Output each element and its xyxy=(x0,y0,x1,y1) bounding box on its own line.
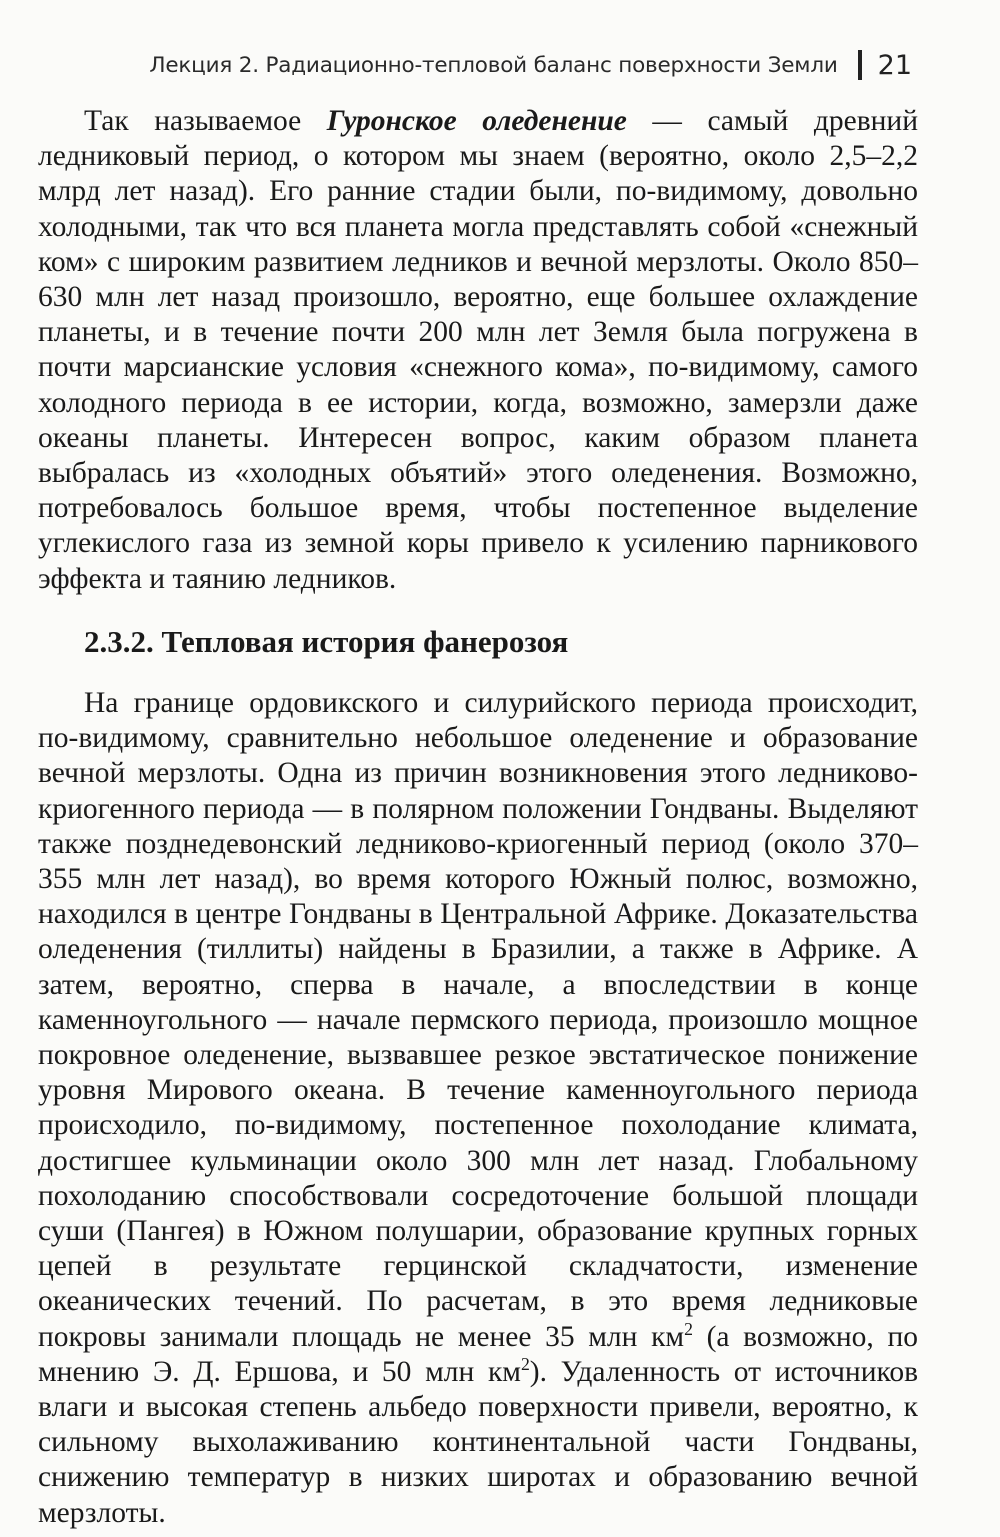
superscript-2: 2 xyxy=(520,1354,530,1375)
paragraph-phanerozoic-history xyxy=(38,686,918,1531)
paragraph-text-a: На границе ордовикского и силурийского периода происходит, по-видимому, сравнительно небольшое оледенение и образование вечной мерзлоты. Одна из причин возникновения этого ледниково-криогенного периода — в полярном положении Гондваны. Выделяют также позднедевонский ледниково-криогенный период (около 370–355 млн лет назад), во время которого Южный полюс, возможно, находился в центре Гондваны в Центральной Африке. Доказательства оледенения (тиллиты) найдены в Бразилии, а также в Африке. А затем, вероятно, сперва в начале, а впоследствии в конце каменноугольного — начале пермского периода, произошло мощное покровное оледенение, вызвавшее резкое эвстатическое понижение уровня Мирового океана. В течение каменноугольного периода происходило, по-видимому, постепенное похолодание климата, достигшее кульминации около 300 млн лет назад. Глобальному похолоданию способствовали сосредоточение большой площади суши (Пангея) в Южном полушарии, образование крупных горных цепей в результате герцинской складчатости, изменение океанических течений. По расчетам, в это время ледниковые покровы занимали площадь не менее 35 млн км xyxy=(38,687,918,1353)
paragraph-text-c: ). Удаленность от источников влаги и высокая степень альбедо поверхности привели, вероятно, к сильному выхолаживанию континентальной части Гондваны, снижению температур в низких широтах и образованию вечной мерзлоты. xyxy=(38,1355,918,1529)
term-huronian-glaciation: Гуронское оледенение xyxy=(326,105,627,137)
page-number: 21 xyxy=(877,49,912,81)
running-header xyxy=(122,40,912,90)
paragraph-text: — самый древний ледниковый период, о котором мы знаем (вероятно, около 2,5–2,2 млрд лет назад). Его ранние стадии были, по-видимому, довольно холодными, так что вся планета могла представлять собой «снежный ком» с широким развитием ледников и вечной мерзлоты. Около 850–630 млн лет назад произошло, вероятно, еще большее охлаждение планеты, и в течение почти 200 млн лет Земля была погружена в почти марсианские условия «снежного кома», по-видимому, самого холодного периода в ее истории, когда, возможно, замерзли даже океаны планеты. Интересен вопрос, каким образом планета выбралась из «холодных объятий» этого оледенения. Возможно, потребовалось большое время, чтобы постепенное выделение углекислого газа из земной коры привело к усилению парникового эффекта и таянию ледников. xyxy=(38,105,919,595)
running-title: Лекция 2. Радиационно-тепловой баланс поверхности Земли xyxy=(149,52,838,78)
paragraph-huronian-glaciation xyxy=(38,104,918,597)
header-divider xyxy=(858,50,862,80)
section-heading: 2.3.2. Тепловая история фанерозоя xyxy=(84,624,569,659)
paragraph-lead: Так называемое xyxy=(84,105,327,137)
superscript-2: 2 xyxy=(684,1318,693,1339)
paragraph-text-b: (а возможно, по мнению Э. Д. Ершова, и 50 млн км xyxy=(38,1320,918,1388)
